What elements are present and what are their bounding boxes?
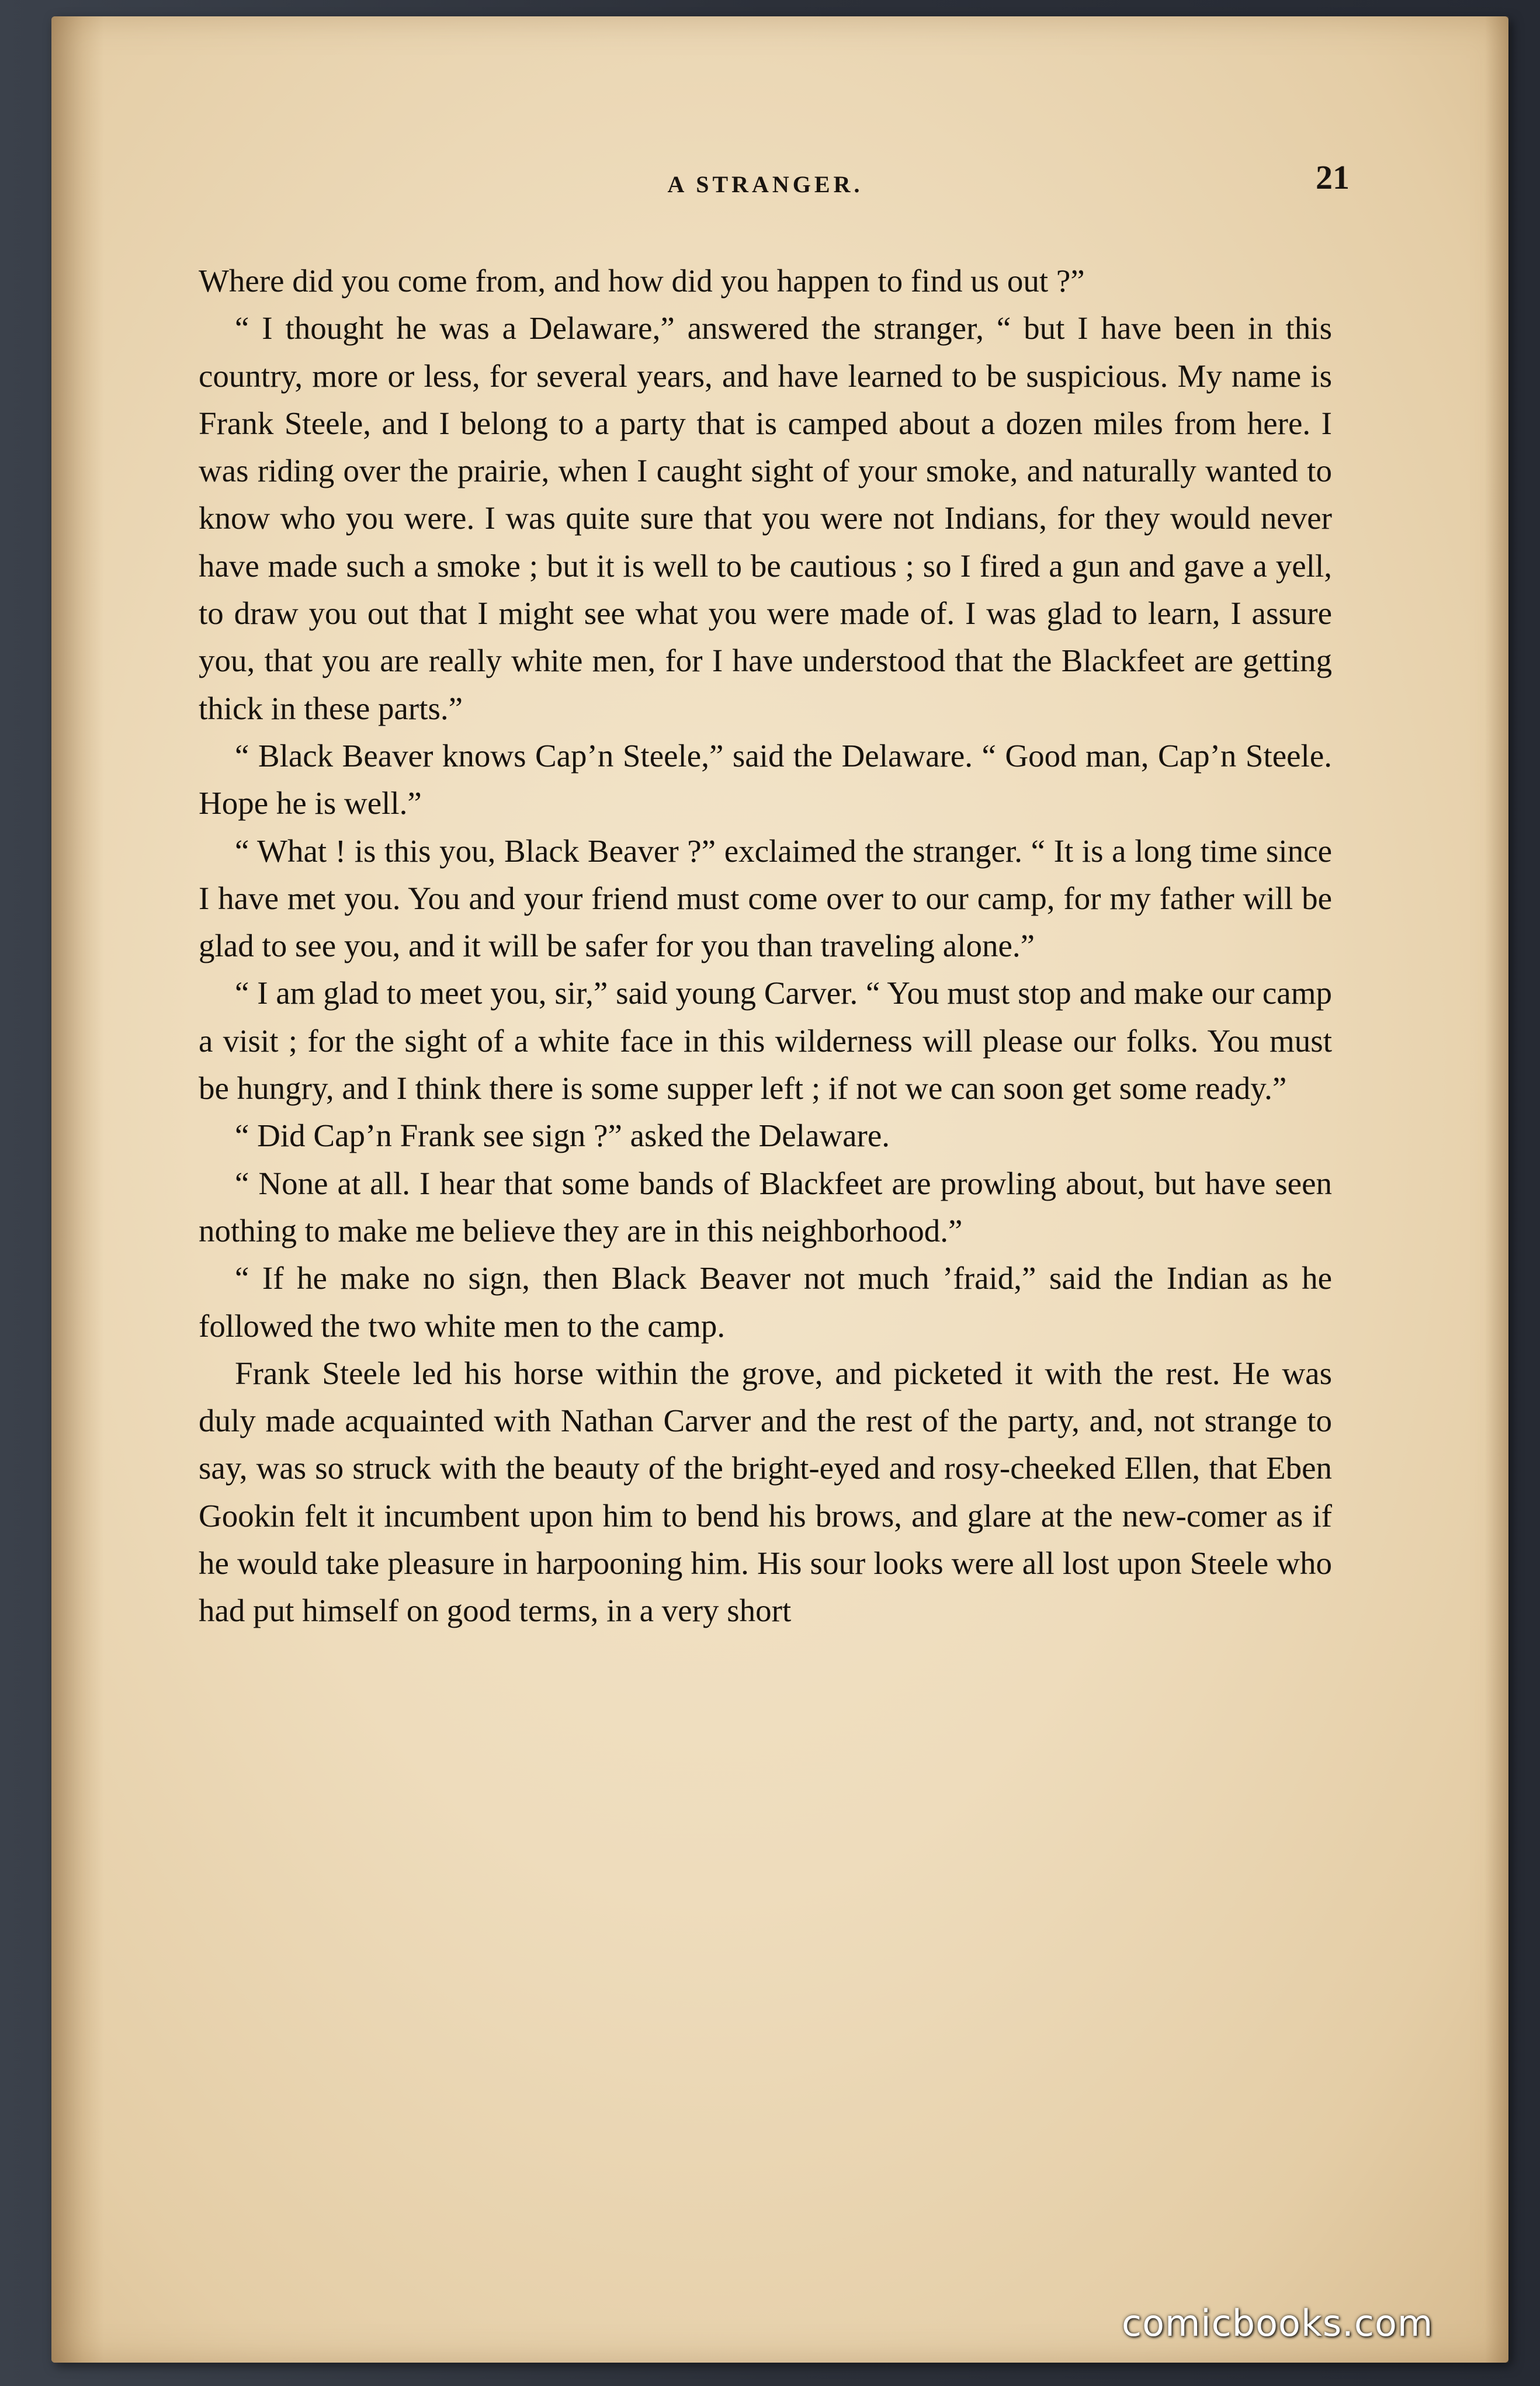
- paragraph: Frank Steele led his horse within the grove, and picketed it with the rest. He was duly made acquainted with Nathan Carver and the rest of the party, and, not strange to say, was so struck with the beauty of the bright-eyed and rosy-cheeked Ellen, that Eben Gookin felt it incumbent upon him to bend his brows, and glare at the new-comer as if he would take pleasure in harpooning him. His sour looks were all lost upon Steele who had put himself on good terms, in a very short: [199, 1355, 1332, 1629]
- paragraph: “ I am glad to meet you, sir,” said young Carver. “ You must stop and make our camp a visit ; for the sight of a white face in this wilderness will please our folks. You must be hungry, and I think there is some supper left ; if not we can soon get some ready.”: [199, 975, 1332, 1107]
- page-number: 21: [1316, 158, 1350, 196]
- paragraph: Where did you come from, and how did you happen to find us out ?”: [199, 263, 1085, 299]
- body-text: [199, 257, 1332, 1635]
- paragraph: “ Black Beaver knows Cap’n Steele,” said the Delaware. “ Good man, Cap’n Steele. Hope he is well.”: [199, 737, 1332, 821]
- paragraph: “ Did Cap’n Frank see sign ?” asked the Delaware.: [235, 1118, 890, 1154]
- paragraph: “ I thought he was a Delaware,” answered the stranger, “ but I have been in this country, more or less, for several years, and have learned to be suspicious. My name is Frank Steele, and I belong to a party that is camped about a dozen miles from here. I was riding over the prairie, when I caught sight of your smoke, and naturally wanted to know who you were. I was quite sure that you were not Indians, for they would never have made such a smoke ; but it is well to be cautious ; so I fired a gun and gave a yell, to draw you out that I might see what you were made of. I was glad to learn, I assure you, that you are really white men, for I have understood that the Blackfeet are getting thick in these parts.”: [199, 310, 1332, 726]
- paragraph: “ None at all. I hear that some bands of Blackfeet are prowling about, but have seen nothing to make me believe they are in this neighborhood.”: [199, 1165, 1332, 1249]
- paragraph: “ If he make no sign, then Black Beaver not much ’fraid,” said the Indian as he followed the two white men to the camp.: [199, 1260, 1332, 1344]
- running-title: A STRANGER.: [667, 171, 863, 197]
- page-edge: [1485, 16, 1508, 2363]
- page-gutter: [51, 16, 104, 2363]
- paragraph: “ What ! is this you, Black Beaver ?” exclaimed the stranger. “ It is a long time since I have met you. You and your friend must come over to our camp, for my father will be glad to see you, and it will be safer for you than traveling alone.”: [199, 833, 1332, 964]
- watermark: comicbooks.com: [1122, 2302, 1434, 2345]
- running-head: [199, 158, 1350, 210]
